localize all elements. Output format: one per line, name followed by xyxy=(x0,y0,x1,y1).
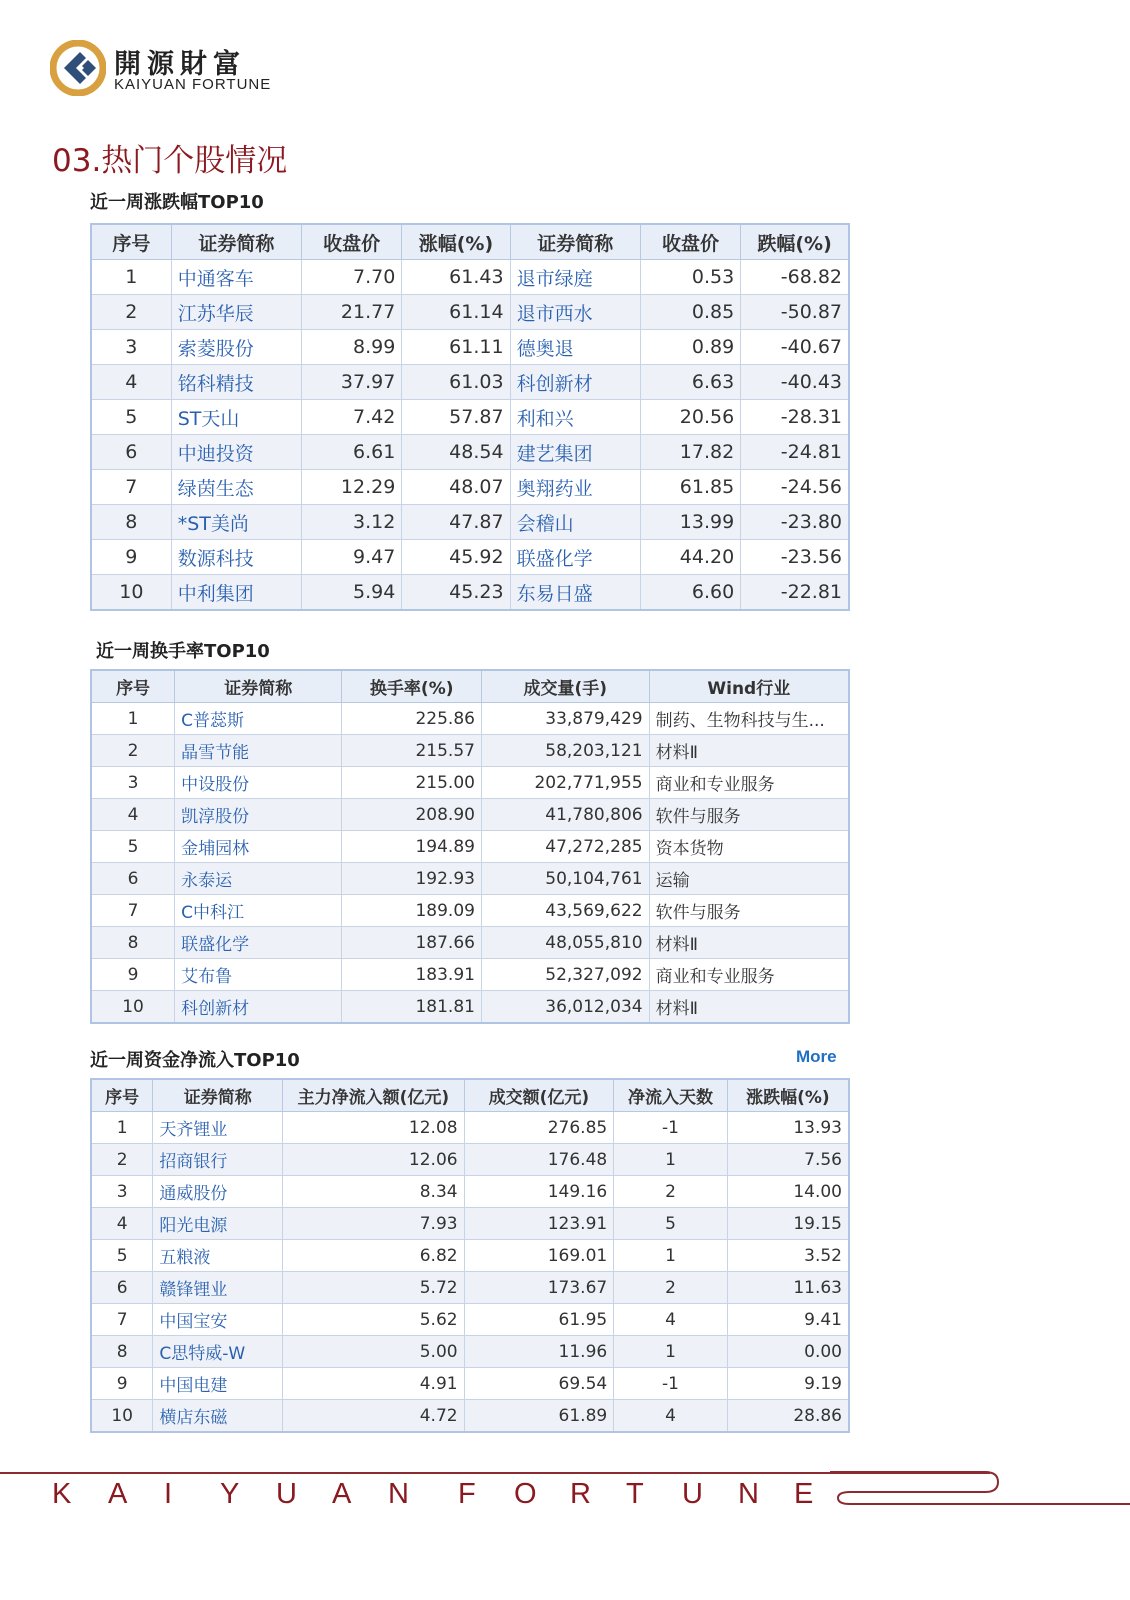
cell-change-pct: 3.52 xyxy=(727,1240,849,1272)
cell-rank: 8 xyxy=(91,1336,153,1368)
cell-stock-name-link[interactable]: C普蕊斯 xyxy=(175,703,342,735)
cell-rank: 3 xyxy=(91,330,171,365)
cell-turnover-amount: 11.96 xyxy=(464,1336,614,1368)
cell-loss-pct: -23.80 xyxy=(741,505,849,540)
table-row xyxy=(91,575,849,611)
cell-close-price: 6.60 xyxy=(640,575,740,611)
cell-turnover-rate: 225.86 xyxy=(342,703,481,735)
cell-net-inflow: 12.06 xyxy=(283,1144,464,1176)
cell-turnover-rate: 187.66 xyxy=(342,927,481,959)
cell-stock-name-link[interactable]: 艾布鲁 xyxy=(175,959,342,991)
cell-volume: 52,327,092 xyxy=(481,959,649,991)
cell-loss-pct: -28.31 xyxy=(741,400,849,435)
cell-loss-pct: -22.81 xyxy=(741,575,849,611)
cell-gain-pct: 47.87 xyxy=(402,505,510,540)
cell-industry: 资本货物 xyxy=(649,831,849,863)
cell-stock-name-link[interactable]: 铭科精技 xyxy=(171,365,301,400)
table-row xyxy=(91,1336,849,1368)
cell-change-pct: 28.86 xyxy=(727,1400,849,1433)
col-header-loss: 跌幅(%) xyxy=(741,224,849,260)
cell-turnover-rate: 189.09 xyxy=(342,895,481,927)
cell-inflow-days: -1 xyxy=(614,1368,728,1400)
cell-stock-name-link[interactable]: 绿茵生态 xyxy=(171,470,301,505)
cell-turnover-rate: 183.91 xyxy=(342,959,481,991)
table-row xyxy=(91,1240,849,1272)
cell-gain-pct: 61.11 xyxy=(402,330,510,365)
col-header-change: 涨跌幅(%) xyxy=(727,1079,849,1112)
cell-change-pct: 11.63 xyxy=(727,1272,849,1304)
cell-inflow-days: 1 xyxy=(614,1336,728,1368)
cell-stock-name-link[interactable]: 通威股份 xyxy=(153,1176,283,1208)
cell-stock-name-link[interactable]: 中国电建 xyxy=(153,1368,283,1400)
cell-close-price: 0.53 xyxy=(640,260,740,295)
table-row xyxy=(91,767,849,799)
footer-letter: U xyxy=(682,1478,703,1510)
cell-volume: 50,104,761 xyxy=(481,863,649,895)
cell-gain-pct: 61.03 xyxy=(402,365,510,400)
cell-stock-name-link[interactable]: ST天山 xyxy=(171,400,301,435)
cell-stock-name-link[interactable]: C中科江 xyxy=(175,895,342,927)
section-title: 03.热门个股情况 xyxy=(52,143,288,179)
cell-stock-name-link[interactable]: *ST美尚 xyxy=(171,505,301,540)
footer-letter: U xyxy=(276,1478,297,1510)
table-row xyxy=(91,540,849,575)
cell-close-price: 6.63 xyxy=(640,365,740,400)
table-row xyxy=(91,863,849,895)
cell-stock-name-link[interactable]: 建艺集团 xyxy=(510,435,640,470)
cell-loss-pct: -23.56 xyxy=(741,540,849,575)
cell-rank: 9 xyxy=(91,540,171,575)
cell-close-price: 8.99 xyxy=(302,330,402,365)
cell-net-inflow: 8.34 xyxy=(283,1176,464,1208)
cell-rank: 8 xyxy=(91,505,171,540)
cell-change-pct: 13.93 xyxy=(727,1112,849,1144)
cell-close-price: 37.97 xyxy=(302,365,402,400)
cell-net-inflow: 6.82 xyxy=(283,1240,464,1272)
table-row xyxy=(91,1144,849,1176)
cell-volume: 33,879,429 xyxy=(481,703,649,735)
cell-loss-pct: -40.67 xyxy=(741,330,849,365)
cell-rank: 5 xyxy=(91,831,175,863)
table-row xyxy=(91,470,849,505)
cell-turnover-rate: 194.89 xyxy=(342,831,481,863)
cell-turnover-rate: 215.00 xyxy=(342,767,481,799)
col-header-name: 证券简称 xyxy=(153,1079,283,1112)
cell-rank: 9 xyxy=(91,959,175,991)
cell-volume: 202,771,955 xyxy=(481,767,649,799)
cell-turnover-amount: 149.16 xyxy=(464,1176,614,1208)
table-row xyxy=(91,991,849,1024)
table-row xyxy=(91,295,849,330)
col-header-rank: 序号 xyxy=(91,670,175,703)
col-header-rank: 序号 xyxy=(91,224,171,260)
turnover-top10-table xyxy=(90,669,850,1024)
cell-turnover-rate: 215.57 xyxy=(342,735,481,767)
cell-volume: 58,203,121 xyxy=(481,735,649,767)
cell-loss-pct: -68.82 xyxy=(741,260,849,295)
cell-rank: 7 xyxy=(91,470,171,505)
cell-gain-pct: 57.87 xyxy=(402,400,510,435)
cell-turnover-amount: 69.54 xyxy=(464,1368,614,1400)
cell-stock-name-link[interactable]: 会稽山 xyxy=(510,505,640,540)
cell-rank: 1 xyxy=(91,703,175,735)
table-row xyxy=(91,330,849,365)
cell-inflow-days: 1 xyxy=(614,1144,728,1176)
cell-close-price: 5.94 xyxy=(302,575,402,611)
cell-volume: 48,055,810 xyxy=(481,927,649,959)
table-row xyxy=(91,400,849,435)
col-header-net-inflow: 主力净流入额(亿元) xyxy=(283,1079,464,1112)
cell-industry: 运输 xyxy=(649,863,849,895)
table-row xyxy=(91,1368,849,1400)
cell-stock-name-link[interactable]: 科创新材 xyxy=(175,991,342,1024)
cell-close-price: 0.89 xyxy=(640,330,740,365)
cell-stock-name-link[interactable]: 中利集团 xyxy=(171,575,301,611)
brand-name-en: KAIYUAN FORTUNE xyxy=(114,76,272,93)
cell-inflow-days: 2 xyxy=(614,1272,728,1304)
cell-rank: 2 xyxy=(91,735,175,767)
cell-close-price: 7.42 xyxy=(302,400,402,435)
cell-gain-pct: 45.23 xyxy=(402,575,510,611)
cell-inflow-days: 1 xyxy=(614,1240,728,1272)
cell-net-inflow: 7.93 xyxy=(283,1208,464,1240)
cell-change-pct: 0.00 xyxy=(727,1336,849,1368)
table-header-row xyxy=(91,224,849,260)
cell-close-price: 21.77 xyxy=(302,295,402,330)
cell-inflow-days: 5 xyxy=(614,1208,728,1240)
table-row xyxy=(91,435,849,470)
cell-stock-name-link[interactable]: 阳光电源 xyxy=(153,1208,283,1240)
cell-rank: 4 xyxy=(91,1208,153,1240)
cell-stock-name-link[interactable]: 联盛化学 xyxy=(510,540,640,575)
table-row xyxy=(91,959,849,991)
footer-letter: O xyxy=(514,1478,537,1510)
col-header-volume: 成交量(手) xyxy=(481,670,649,703)
cell-net-inflow: 4.72 xyxy=(283,1400,464,1433)
col-header-close: 收盘价 xyxy=(640,224,740,260)
cell-net-inflow: 4.91 xyxy=(283,1368,464,1400)
cell-close-price: 12.29 xyxy=(302,470,402,505)
cell-gain-pct: 48.54 xyxy=(402,435,510,470)
col-header-turnover: 换手率(%) xyxy=(342,670,481,703)
cell-inflow-days: 4 xyxy=(614,1304,728,1336)
cell-change-pct: 9.41 xyxy=(727,1304,849,1336)
cell-rank: 10 xyxy=(91,575,171,611)
table3-title: 近一周资金净流入TOP10 xyxy=(90,1050,300,1071)
cell-turnover-amount: 169.01 xyxy=(464,1240,614,1272)
col-header-gain: 涨幅(%) xyxy=(402,224,510,260)
footer-letter: A xyxy=(108,1478,128,1510)
footer-letter: N xyxy=(388,1478,409,1510)
cell-turnover-amount: 61.95 xyxy=(464,1304,614,1336)
cell-close-price: 6.61 xyxy=(302,435,402,470)
cell-turnover-amount: 173.67 xyxy=(464,1272,614,1304)
cell-turnover-amount: 176.48 xyxy=(464,1144,614,1176)
cell-industry: 制药、生物科技与生... xyxy=(649,703,849,735)
footer-letter: A xyxy=(332,1478,352,1510)
table-row xyxy=(91,895,849,927)
cell-gain-pct: 45.92 xyxy=(402,540,510,575)
cell-close-price: 3.12 xyxy=(302,505,402,540)
cell-rank: 2 xyxy=(91,295,171,330)
table-row xyxy=(91,1400,849,1433)
cell-net-inflow: 5.62 xyxy=(283,1304,464,1336)
footer-letter: N xyxy=(738,1478,759,1510)
footer-letter: K xyxy=(52,1478,72,1510)
cell-turnover-rate: 192.93 xyxy=(342,863,481,895)
cell-rank: 1 xyxy=(91,260,171,295)
cell-stock-name-link[interactable]: 利和兴 xyxy=(510,400,640,435)
cell-gain-pct: 61.14 xyxy=(402,295,510,330)
cell-stock-name-link[interactable]: 奥翔药业 xyxy=(510,470,640,505)
cell-stock-name-link[interactable]: 横店东磁 xyxy=(153,1400,283,1433)
cell-rank: 6 xyxy=(91,435,171,470)
table1-title: 近一周涨跌幅TOP10 xyxy=(90,192,264,213)
cell-volume: 43,569,622 xyxy=(481,895,649,927)
cell-rank: 5 xyxy=(91,400,171,435)
cell-rank: 7 xyxy=(91,1304,153,1336)
table-row xyxy=(91,1272,849,1304)
cell-turnover-rate: 208.90 xyxy=(342,799,481,831)
col-header-name: 证券简称 xyxy=(175,670,342,703)
cell-rank: 10 xyxy=(91,1400,153,1433)
cell-turnover-rate: 181.81 xyxy=(342,991,481,1024)
footer-letter: R xyxy=(570,1478,591,1510)
cell-stock-name-link[interactable]: 凯淳股份 xyxy=(175,799,342,831)
cell-rank: 2 xyxy=(91,1144,153,1176)
footer-swoosh-icon xyxy=(830,1470,1130,1520)
cell-stock-name-link[interactable]: 中迪投资 xyxy=(171,435,301,470)
cell-industry: 商业和专业服务 xyxy=(649,767,849,799)
cell-rank: 4 xyxy=(91,365,171,400)
cell-stock-name-link[interactable]: 永泰运 xyxy=(175,863,342,895)
cell-change-pct: 7.56 xyxy=(727,1144,849,1176)
table-row xyxy=(91,1304,849,1336)
table-row xyxy=(91,735,849,767)
cell-stock-name-link[interactable]: 科创新材 xyxy=(510,365,640,400)
cell-stock-name-link[interactable]: 德奥退 xyxy=(510,330,640,365)
kaiyuan-logo-icon xyxy=(50,40,106,96)
cell-close-price: 17.82 xyxy=(640,435,740,470)
table-row xyxy=(91,365,849,400)
cell-rank: 3 xyxy=(91,767,175,799)
cell-stock-name-link[interactable]: 退市绿庭 xyxy=(510,260,640,295)
table-row xyxy=(91,831,849,863)
more-link[interactable]: More xyxy=(796,1047,837,1066)
cell-rank: 4 xyxy=(91,799,175,831)
cell-inflow-days: 4 xyxy=(614,1400,728,1433)
footer-letter: Y xyxy=(220,1478,240,1510)
cell-close-price: 0.85 xyxy=(640,295,740,330)
col-header-turnover-amount: 成交额(亿元) xyxy=(464,1079,614,1112)
cell-rank: 8 xyxy=(91,927,175,959)
brand-name-cn: 開源財富 xyxy=(114,49,246,80)
cell-close-price: 9.47 xyxy=(302,540,402,575)
cell-stock-name-link[interactable]: 金埔园林 xyxy=(175,831,342,863)
cell-stock-name-link[interactable]: 数源科技 xyxy=(171,540,301,575)
cell-change-pct: 9.19 xyxy=(727,1368,849,1400)
cell-stock-name-link[interactable]: 联盛化学 xyxy=(175,927,342,959)
cell-industry: 软件与服务 xyxy=(649,799,849,831)
footer-letter: E xyxy=(794,1478,814,1510)
footer-letter: T xyxy=(626,1478,644,1510)
table-row xyxy=(91,260,849,295)
cell-industry: 材料Ⅱ xyxy=(649,991,849,1024)
cell-turnover-amount: 276.85 xyxy=(464,1112,614,1144)
cell-stock-name-link[interactable]: 招商银行 xyxy=(153,1144,283,1176)
cell-stock-name-link[interactable]: 索菱股份 xyxy=(171,330,301,365)
table-header-row xyxy=(91,1079,849,1112)
footer-brand-text xyxy=(52,1478,850,1511)
table-row xyxy=(91,703,849,735)
table-row xyxy=(91,1208,849,1240)
col-header-industry: Wind行业 xyxy=(649,670,849,703)
cell-rank: 6 xyxy=(91,863,175,895)
cell-loss-pct: -40.43 xyxy=(741,365,849,400)
cell-stock-name-link[interactable]: 晶雪节能 xyxy=(175,735,342,767)
col-header-name: 证券简称 xyxy=(510,224,640,260)
cell-close-price: 13.99 xyxy=(640,505,740,540)
cell-volume: 41,780,806 xyxy=(481,799,649,831)
col-header-close: 收盘价 xyxy=(302,224,402,260)
cell-stock-name-link[interactable]: 五粮液 xyxy=(153,1240,283,1272)
col-header-inflow-days: 净流入天数 xyxy=(614,1079,728,1112)
cell-rank: 7 xyxy=(91,895,175,927)
col-header-name: 证券简称 xyxy=(171,224,301,260)
footer-letter: F xyxy=(458,1478,476,1510)
cell-close-price: 20.56 xyxy=(640,400,740,435)
cell-rank: 3 xyxy=(91,1176,153,1208)
cell-volume: 47,272,285 xyxy=(481,831,649,863)
cell-loss-pct: -24.81 xyxy=(741,435,849,470)
net-inflow-top10-table xyxy=(90,1078,850,1433)
cell-rank: 1 xyxy=(91,1112,153,1144)
cell-rank: 5 xyxy=(91,1240,153,1272)
table-row xyxy=(91,505,849,540)
cell-industry: 材料Ⅱ xyxy=(649,735,849,767)
table-row xyxy=(91,927,849,959)
brand-logo xyxy=(50,40,310,100)
table2-title: 近一周换手率TOP10 xyxy=(96,641,270,662)
cell-volume: 36,012,034 xyxy=(481,991,649,1024)
table-header-row xyxy=(91,670,849,703)
table-row xyxy=(91,799,849,831)
cell-rank: 10 xyxy=(91,991,175,1024)
cell-inflow-days: -1 xyxy=(614,1112,728,1144)
col-header-rank: 序号 xyxy=(91,1079,153,1112)
cell-industry: 软件与服务 xyxy=(649,895,849,927)
table-row xyxy=(91,1176,849,1208)
cell-net-inflow: 5.00 xyxy=(283,1336,464,1368)
cell-net-inflow: 12.08 xyxy=(283,1112,464,1144)
cell-loss-pct: -50.87 xyxy=(741,295,849,330)
cell-rank: 9 xyxy=(91,1368,153,1400)
cell-stock-name-link[interactable]: 中国宝安 xyxy=(153,1304,283,1336)
cell-change-pct: 19.15 xyxy=(727,1208,849,1240)
cell-close-price: 44.20 xyxy=(640,540,740,575)
cell-turnover-amount: 61.89 xyxy=(464,1400,614,1433)
cell-gain-pct: 61.43 xyxy=(402,260,510,295)
cell-industry: 商业和专业服务 xyxy=(649,959,849,991)
cell-stock-name-link[interactable]: 天齐锂业 xyxy=(153,1112,283,1144)
cell-stock-name-link[interactable]: 赣锋锂业 xyxy=(153,1272,283,1304)
cell-gain-pct: 48.07 xyxy=(402,470,510,505)
cell-stock-name-link[interactable]: 东易日盛 xyxy=(510,575,640,611)
footer-letter: I xyxy=(164,1478,173,1510)
cell-net-inflow: 5.72 xyxy=(283,1272,464,1304)
table-row xyxy=(91,1112,849,1144)
cell-turnover-amount: 123.91 xyxy=(464,1208,614,1240)
cell-loss-pct: -24.56 xyxy=(741,470,849,505)
cell-stock-name-link[interactable]: 中通客车 xyxy=(171,260,301,295)
cell-close-price: 7.70 xyxy=(302,260,402,295)
cell-stock-name-link[interactable]: 中设股份 xyxy=(175,767,342,799)
cell-close-price: 61.85 xyxy=(640,470,740,505)
cell-rank: 6 xyxy=(91,1272,153,1304)
cell-stock-name-link[interactable]: C思特威-W xyxy=(153,1336,283,1368)
cell-industry: 材料Ⅱ xyxy=(649,927,849,959)
gain-loss-top10-table xyxy=(90,223,850,611)
cell-inflow-days: 2 xyxy=(614,1176,728,1208)
cell-stock-name-link[interactable]: 江苏华辰 xyxy=(171,295,301,330)
cell-change-pct: 14.00 xyxy=(727,1176,849,1208)
cell-stock-name-link[interactable]: 退市西水 xyxy=(510,295,640,330)
